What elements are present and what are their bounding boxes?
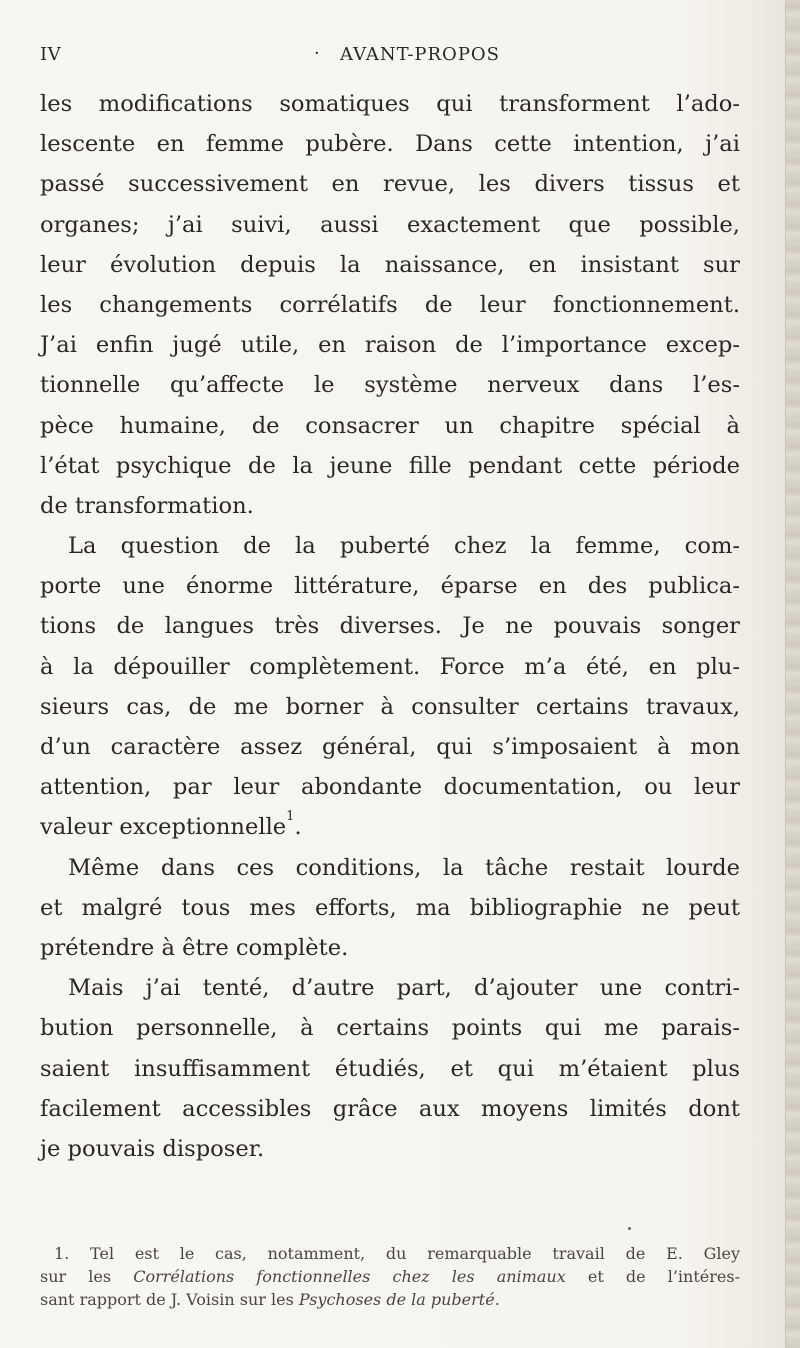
- text-line: je pouvais disposer.: [40, 1135, 265, 1162]
- footnote: [40, 1242, 740, 1311]
- text-line: tionnelle qu’affecte le système nerveux dans l’es-: [40, 372, 740, 399]
- footnote-line: [40, 1242, 740, 1265]
- text-line: pèce humaine, de consacrer un chapitre spécial à: [40, 412, 740, 439]
- footnote-number: 1.: [54, 1244, 70, 1263]
- footnote-line: [40, 1265, 740, 1288]
- text-line: l’état psychique de la jeune fille pendant cette période: [40, 452, 740, 479]
- text-line: prétendre à être complète.: [40, 934, 349, 961]
- text-line: porte une énorme littérature, éparse en des publica-: [40, 573, 740, 600]
- footnote-line: [40, 1288, 740, 1311]
- footnote-text: et de l’intéres-: [565, 1267, 740, 1286]
- text-line: à la dépouiller complètement. Force m’a été, en plu-: [40, 653, 740, 680]
- text-line: passé successivement en revue, les divers tissus et: [40, 171, 740, 198]
- footnote-text: Tel est le cas, notamment, du remarquable travail de E. Gley: [90, 1244, 741, 1263]
- text-line-content: valeur exceptionnelle: [40, 814, 287, 841]
- text-line: sieurs cas, de me borner à consulter certains travaux,: [40, 693, 740, 720]
- text-line: bution personnelle, à certains points qui me parais-: [40, 1015, 740, 1042]
- text-line: et malgré tous mes efforts, ma bibliographie ne peut: [40, 894, 740, 921]
- text-line-trailing: .: [294, 814, 302, 841]
- text-line: J’ai enfin jugé utile, en raison de l’importance excep-: [40, 332, 740, 359]
- text-line: lescente en femme pubère. Dans cette intention, j’ai: [40, 131, 740, 158]
- text-line: les changements corrélatifs de leur fonctionnement.: [40, 291, 740, 318]
- page-number: IV: [40, 44, 62, 65]
- text-line: d’un caractère assez général, qui s’imposaient à mon: [40, 734, 740, 760]
- text-line: les modifications somatiques qui transforment l’ado-: [40, 91, 740, 117]
- text-line: La question de la puberté chez la femme, com-: [68, 533, 740, 560]
- header-ornament: ·: [314, 43, 321, 64]
- page-binding-edge: [785, 0, 800, 1348]
- text-line: organes; j’ai suivi, aussi exactement que possible,: [40, 211, 740, 238]
- text-line: attention, par leur abondante documentation, ou leur: [40, 774, 740, 801]
- text-line: tions de langues très diverses. Je ne pouvais songer: [40, 613, 740, 640]
- footnote-citation-title: Corrélations fonctionnelles chez les animaux: [133, 1267, 566, 1286]
- text-line: leur évolution depuis la naissance, en insistant sur: [40, 251, 740, 278]
- footnote-text: sur les: [40, 1267, 134, 1286]
- text-line: [40, 807, 740, 847]
- text-line: Mais j’ai tenté, d’autre part, d’ajouter une contri-: [68, 975, 740, 1002]
- footnote-text: sant rapport de J. Voisin sur les: [40, 1290, 299, 1309]
- print-speck: [628, 1227, 631, 1230]
- running-title: [314, 43, 501, 65]
- page-header: [40, 40, 740, 70]
- text-line: Même dans ces conditions, la tâche restait lourde: [68, 854, 740, 881]
- running-title-text: AVANT-PROPOS: [340, 44, 501, 65]
- text-line: saient insuffisamment étudiés, et qui m’étaient plus: [40, 1055, 740, 1082]
- footnote-citation-title: Psychoses de la puberté: [298, 1290, 495, 1309]
- body-text: [40, 84, 740, 1169]
- text-line: de transformation.: [40, 492, 254, 519]
- text-line: facilement accessibles grâce aux moyens limités dont: [40, 1095, 740, 1122]
- footnote-text: .: [494, 1290, 500, 1309]
- footnote-reference: 1: [286, 808, 295, 824]
